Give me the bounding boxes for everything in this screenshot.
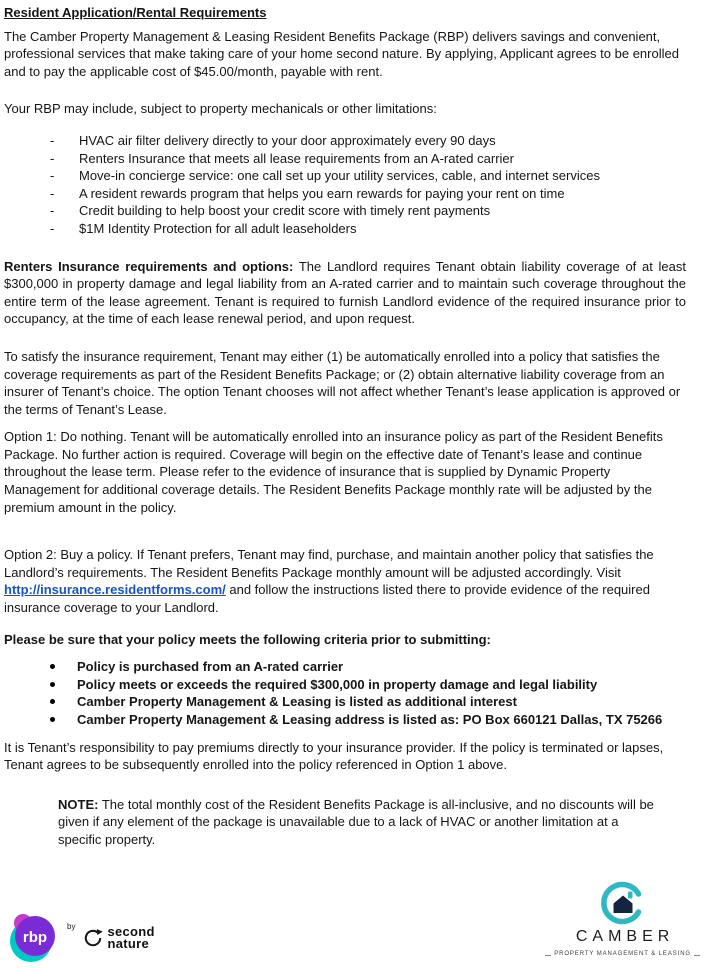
list-item-text: Camber Property Management & Leasing is listed as additional interest: [77, 694, 517, 710]
note-paragraph: [58, 796, 660, 849]
by-label: by: [67, 922, 76, 931]
renters-insurance-body: The Landlord requires Tenant obtain liability coverage of at least $300,000 in property damage and legal liability from an A-rated carrier and to maintain such coverage throughout the entire term of the lease agreement. Tenant is required to furnish Landlord evidence of the required insurance prior to occupancy, at the time of each lease renewal period, and upon request.: [4, 258, 686, 327]
dash-marker: -: [50, 220, 55, 236]
page-footer: [8, 881, 700, 964]
camber-logo: [545, 881, 700, 964]
renters-insurance-label: Renters Insurance requirements and options:: [4, 258, 294, 274]
dash-marker: -: [50, 203, 55, 219]
list-item: [50, 132, 686, 150]
list-item-text: Camber Property Management & Leasing address is listed as: PO Box 660121 Dallas, TX 75266: [77, 712, 663, 727]
list-item: [50, 167, 686, 185]
rbp-include-list: [4, 132, 686, 238]
list-item-text: Policy is purchased from an A-rated carrier: [77, 659, 344, 675]
option2-text-post: and follow the instructions listed there to provide evidence of the required insurance coverage to your Landlord.: [4, 582, 650, 616]
option1-paragraph: Option 1: Do nothing. Tenant will be automatically enrolled into an insurance policy as part of the Resident Benefits Package. No further action is required. Coverage will begin on the effective date of Tenant’s lease and continue throughout the lease term. Please refer to the evidence of insurance that is supplied by Dynamic Property Management for additional coverage details. The Resident Benefits Package monthly rate will be adjusted by the premium amount in the policy.: [4, 429, 663, 515]
list-item-text: HVAC air filter delivery directly to your door approximately every 90 days: [79, 132, 496, 148]
bullet-marker: [50, 664, 55, 669]
criteria-list: [4, 658, 686, 728]
criteria-heading: Please be sure that your policy meets the following criteria prior to submitting:: [4, 631, 491, 647]
responsibility-paragraph: It is Tenant’s responsibility to pay premiums directly to your insurance provider. If the policy is terminated or lapses, Tenant agrees to be subsequently enrolled into the policy referenced in Option 1 above.: [4, 739, 664, 773]
intro-paragraph: The Camber Property Management & Leasing Resident Benefits Package (RBP) delivers savings and convenient, professional services that make taking care of your home second nature. By applying, Applicant agrees to be enrolled and to pay the applicable cost of $45.00/month, payable with rent.: [4, 28, 679, 79]
list-item-text: Credit building to help boost your credit score with timely rent payments: [79, 203, 491, 219]
camber-name: CAMBER: [575, 927, 675, 945]
list-item: [50, 220, 686, 238]
circular-arrow-icon: [82, 927, 104, 949]
second-word: second: [107, 924, 155, 939]
option2-text-pre: Option 2: Buy a policy. If Tenant prefers, Tenant may find, purchase, and maintain another policy that satisfies the Landlord’s requirements. The Resident Benefits Package monthly amount will be adjusted accordingly. Visit: [4, 547, 654, 580]
note-label: NOTE:: [58, 796, 99, 812]
list-item: [50, 711, 686, 729]
dash-marker: -: [50, 185, 55, 201]
bullet-marker: [50, 699, 55, 704]
camber-house-icon: [601, 881, 645, 925]
dash-marker: -: [50, 150, 55, 166]
list-item: [50, 185, 686, 203]
second-nature-wordmark: [82, 926, 154, 950]
list-item-text: Move-in concierge service: one call set up your utility services, cable, and internet services: [79, 168, 600, 184]
list-item: [50, 693, 686, 711]
second-nature-text: [107, 926, 154, 950]
nature-word: nature: [107, 936, 149, 951]
list-item-text: $1M Identity Protection for all adult leaseholders: [79, 220, 357, 236]
list-item-text: Renters Insurance that meets all lease requirements from an A-rated carrier: [79, 150, 514, 166]
note-body: The total monthly cost of the Resident Benefits Package is all-inclusive, and no discounts will be given if any element of the package is unavailable due to a lack of HVAC or another limitation at a specific property.: [58, 796, 654, 847]
list-item-text: A resident rewards program that helps you earn rewards for paying your rent on time: [79, 185, 565, 201]
insurance-residentforms-link[interactable]: http://insurance.residentforms.com/: [4, 582, 226, 598]
rbp-logo-icon: [8, 912, 60, 964]
camber-tagline: PROPERTY MANAGEMENT & LEASING: [545, 946, 700, 964]
rbp-second-nature-logo: [8, 912, 155, 964]
list-item-text: Policy meets or exceeds the required $300,000 in property damage and legal liability: [77, 676, 598, 692]
page-title: Resident Application/Rental Requirements: [4, 5, 267, 20]
list-item: [50, 658, 686, 676]
bullet-marker: [50, 717, 55, 722]
dash-marker: -: [50, 168, 55, 184]
dash-marker: -: [50, 132, 55, 148]
list-item: [50, 150, 686, 168]
bullet-marker: [50, 682, 55, 687]
rbp-include-lead: Your RBP may include, subject to property mechanicals or other limitations:: [4, 101, 437, 117]
rbp-logo-text: rbp: [22, 929, 48, 946]
list-item: [50, 676, 686, 694]
renters-insurance-paragraph: [4, 258, 686, 328]
list-item: [50, 202, 686, 220]
option2-paragraph: [4, 546, 686, 616]
satisfy-requirement-paragraph: To satisfy the insurance requirement, Tenant may either (1) be automatically enrolled into a policy that satisfies the coverage requirements as part of the Resident Benefits Package; or (2) obtain alternative liability coverage from an insurer of Tenant’s choice. The option Tenant chooses will not affect whether Tenant’s lease application is approved or the terms of Tenant’s Lease.: [4, 348, 681, 417]
